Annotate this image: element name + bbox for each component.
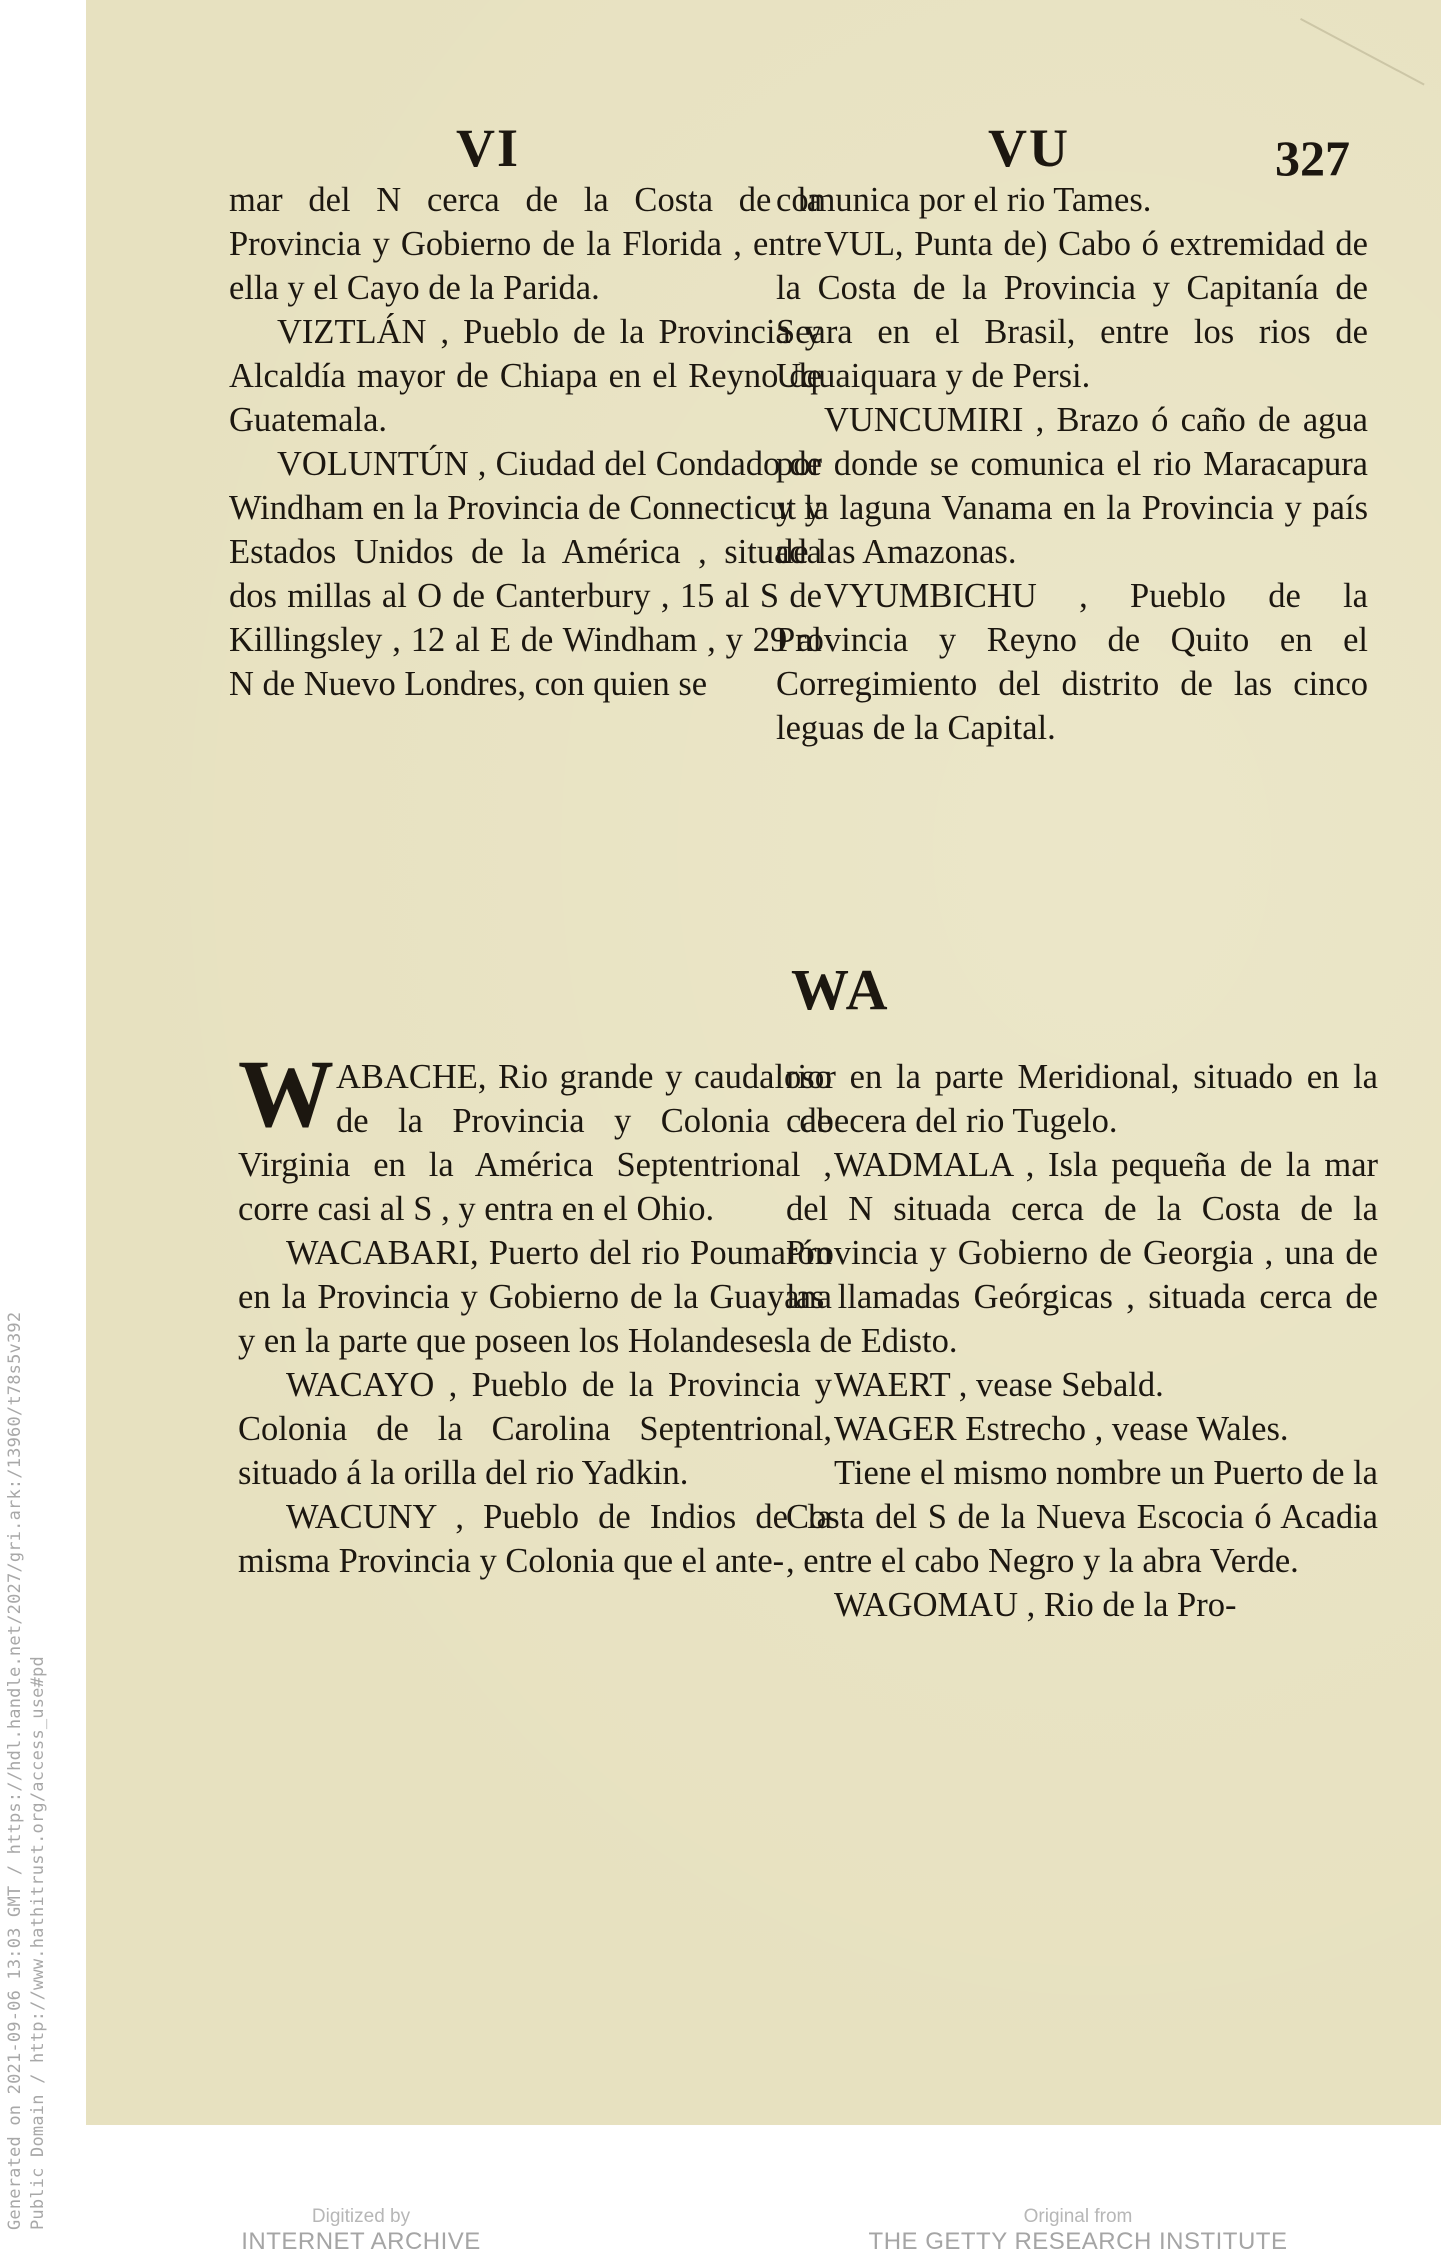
entry-vul: VUL, Punta de) Cabo ó extremidad de la Costa de la Provincia y Capitanía de Seara en el Brasil, entre los rios de Uquaiquara y de Persi.	[776, 225, 1368, 395]
lower-left-column	[238, 1040, 832, 1583]
running-head-left: VI	[456, 118, 521, 178]
hathitrust-watermark	[4, 1312, 50, 2230]
entry-text: rior en la parte Meridional, situado en la cabecera del rio Tugelo.	[786, 1058, 1378, 1140]
entry-text: mar del N cerca de la Costa de la Provincia y Gobierno de la Florida , entre ella y el Cayo de la Parida.	[229, 181, 822, 307]
entry-vuncumiri: VUNCUMIRI , Brazo ó caño de agua por donde se comunica el rio Maracapura y la laguna Vanama en la Provincia y país de las Amazonas.	[776, 401, 1368, 571]
lower-right-column	[786, 1055, 1378, 1627]
watermark-line-2: Public Domain / http://www.hathitrust.org/access_use#pd	[28, 1656, 48, 2230]
entry-wabache-text: ABACHE, Rio grande y caudaloso de la Provincia y Colonia de Virginia en la América Septentrional , corre casi al S , y entra en el Ohio.	[238, 1058, 832, 1228]
entry-wabache	[238, 1040, 832, 1231]
original-from-label: Original from	[1023, 2206, 1133, 2227]
upper-left-column	[229, 178, 822, 706]
entry-wadmala: WADMALA , Isla pequeña de la mar del N situada cerca de la Costa de la Provincia y Gobierno de Georgia , una de las llamadas Geórgicas , situada cerca de la de Edisto.	[786, 1146, 1378, 1360]
watermark-line-1: Generated on 2021-09-06 13:03 GMT / https://hdl.handle.net/2027/gri.ark:/13960/t78s5v392	[5, 1311, 25, 2230]
entry-vyumbichu: VYUMBICHU , Pueblo de la Provincia y Reyno de Quito en el Corregimiento del distrito de las cinco leguas de la Capital.	[776, 577, 1368, 747]
section-title: WA	[791, 957, 891, 1022]
entry-viztlan: VIZTLÁN , Pueblo de la Provincia y Alcaldía mayor de Chiapa en el Reyno de Guatemala.	[229, 313, 822, 439]
entry-wacuny: WACUNY , Pueblo de Indios de la misma Provincia y Colonia que el ante-	[238, 1498, 832, 1580]
margin-strip	[0, 0, 86, 2255]
page-number: 327	[1275, 130, 1350, 186]
entry-voluntun: VOLUNTÚN , Ciudad del Condado de Windham en la Provincia de Connecticut y Estados Unidos de la América , situada dos millas al O de Canterbury , 15 al S de Killingsley , 12 al E de Windham , y 29 al N de Nuevo Londres, con quien se	[229, 445, 822, 703]
entry-waert: WAERT , vease Sebald.	[834, 1366, 1164, 1404]
entry-wagomau: WAGOMAU , Rio de la Pro-	[834, 1586, 1237, 1624]
drop-cap: W	[238, 1040, 330, 1147]
entry-wacabari: WACABARI, Puerto del rio Poumarón en la Provincia y Gobierno de la Guayana y en la parte que poseen los Holandeses.	[238, 1234, 832, 1360]
digitized-by-label: Digitized by	[311, 2206, 411, 2227]
getty-research-institute-label: THE GETTY RESEARCH INSTITUTE	[868, 2228, 1288, 2255]
upper-right-column	[776, 178, 1368, 750]
internet-archive-label: INTERNET ARCHIVE	[241, 2228, 481, 2255]
scanned-page	[86, 0, 1441, 2125]
entry-wager-puerto: Tiene el mismo nombre un Puerto de la Costa del S de la Nueva Escocia ó Acadia , entre el cabo Negro y la abra Verde.	[786, 1454, 1378, 1580]
entry-text: comunica por el rio Tames.	[776, 181, 1152, 219]
entry-wager: WAGER Estrecho , vease Wales.	[834, 1410, 1289, 1448]
entry-wacayo: WACAYO , Pueblo de la Provincia y Colonia de la Carolina Septentrional, situado á la orilla del rio Yadkin.	[238, 1366, 832, 1492]
running-head-right: VU	[988, 118, 1070, 178]
